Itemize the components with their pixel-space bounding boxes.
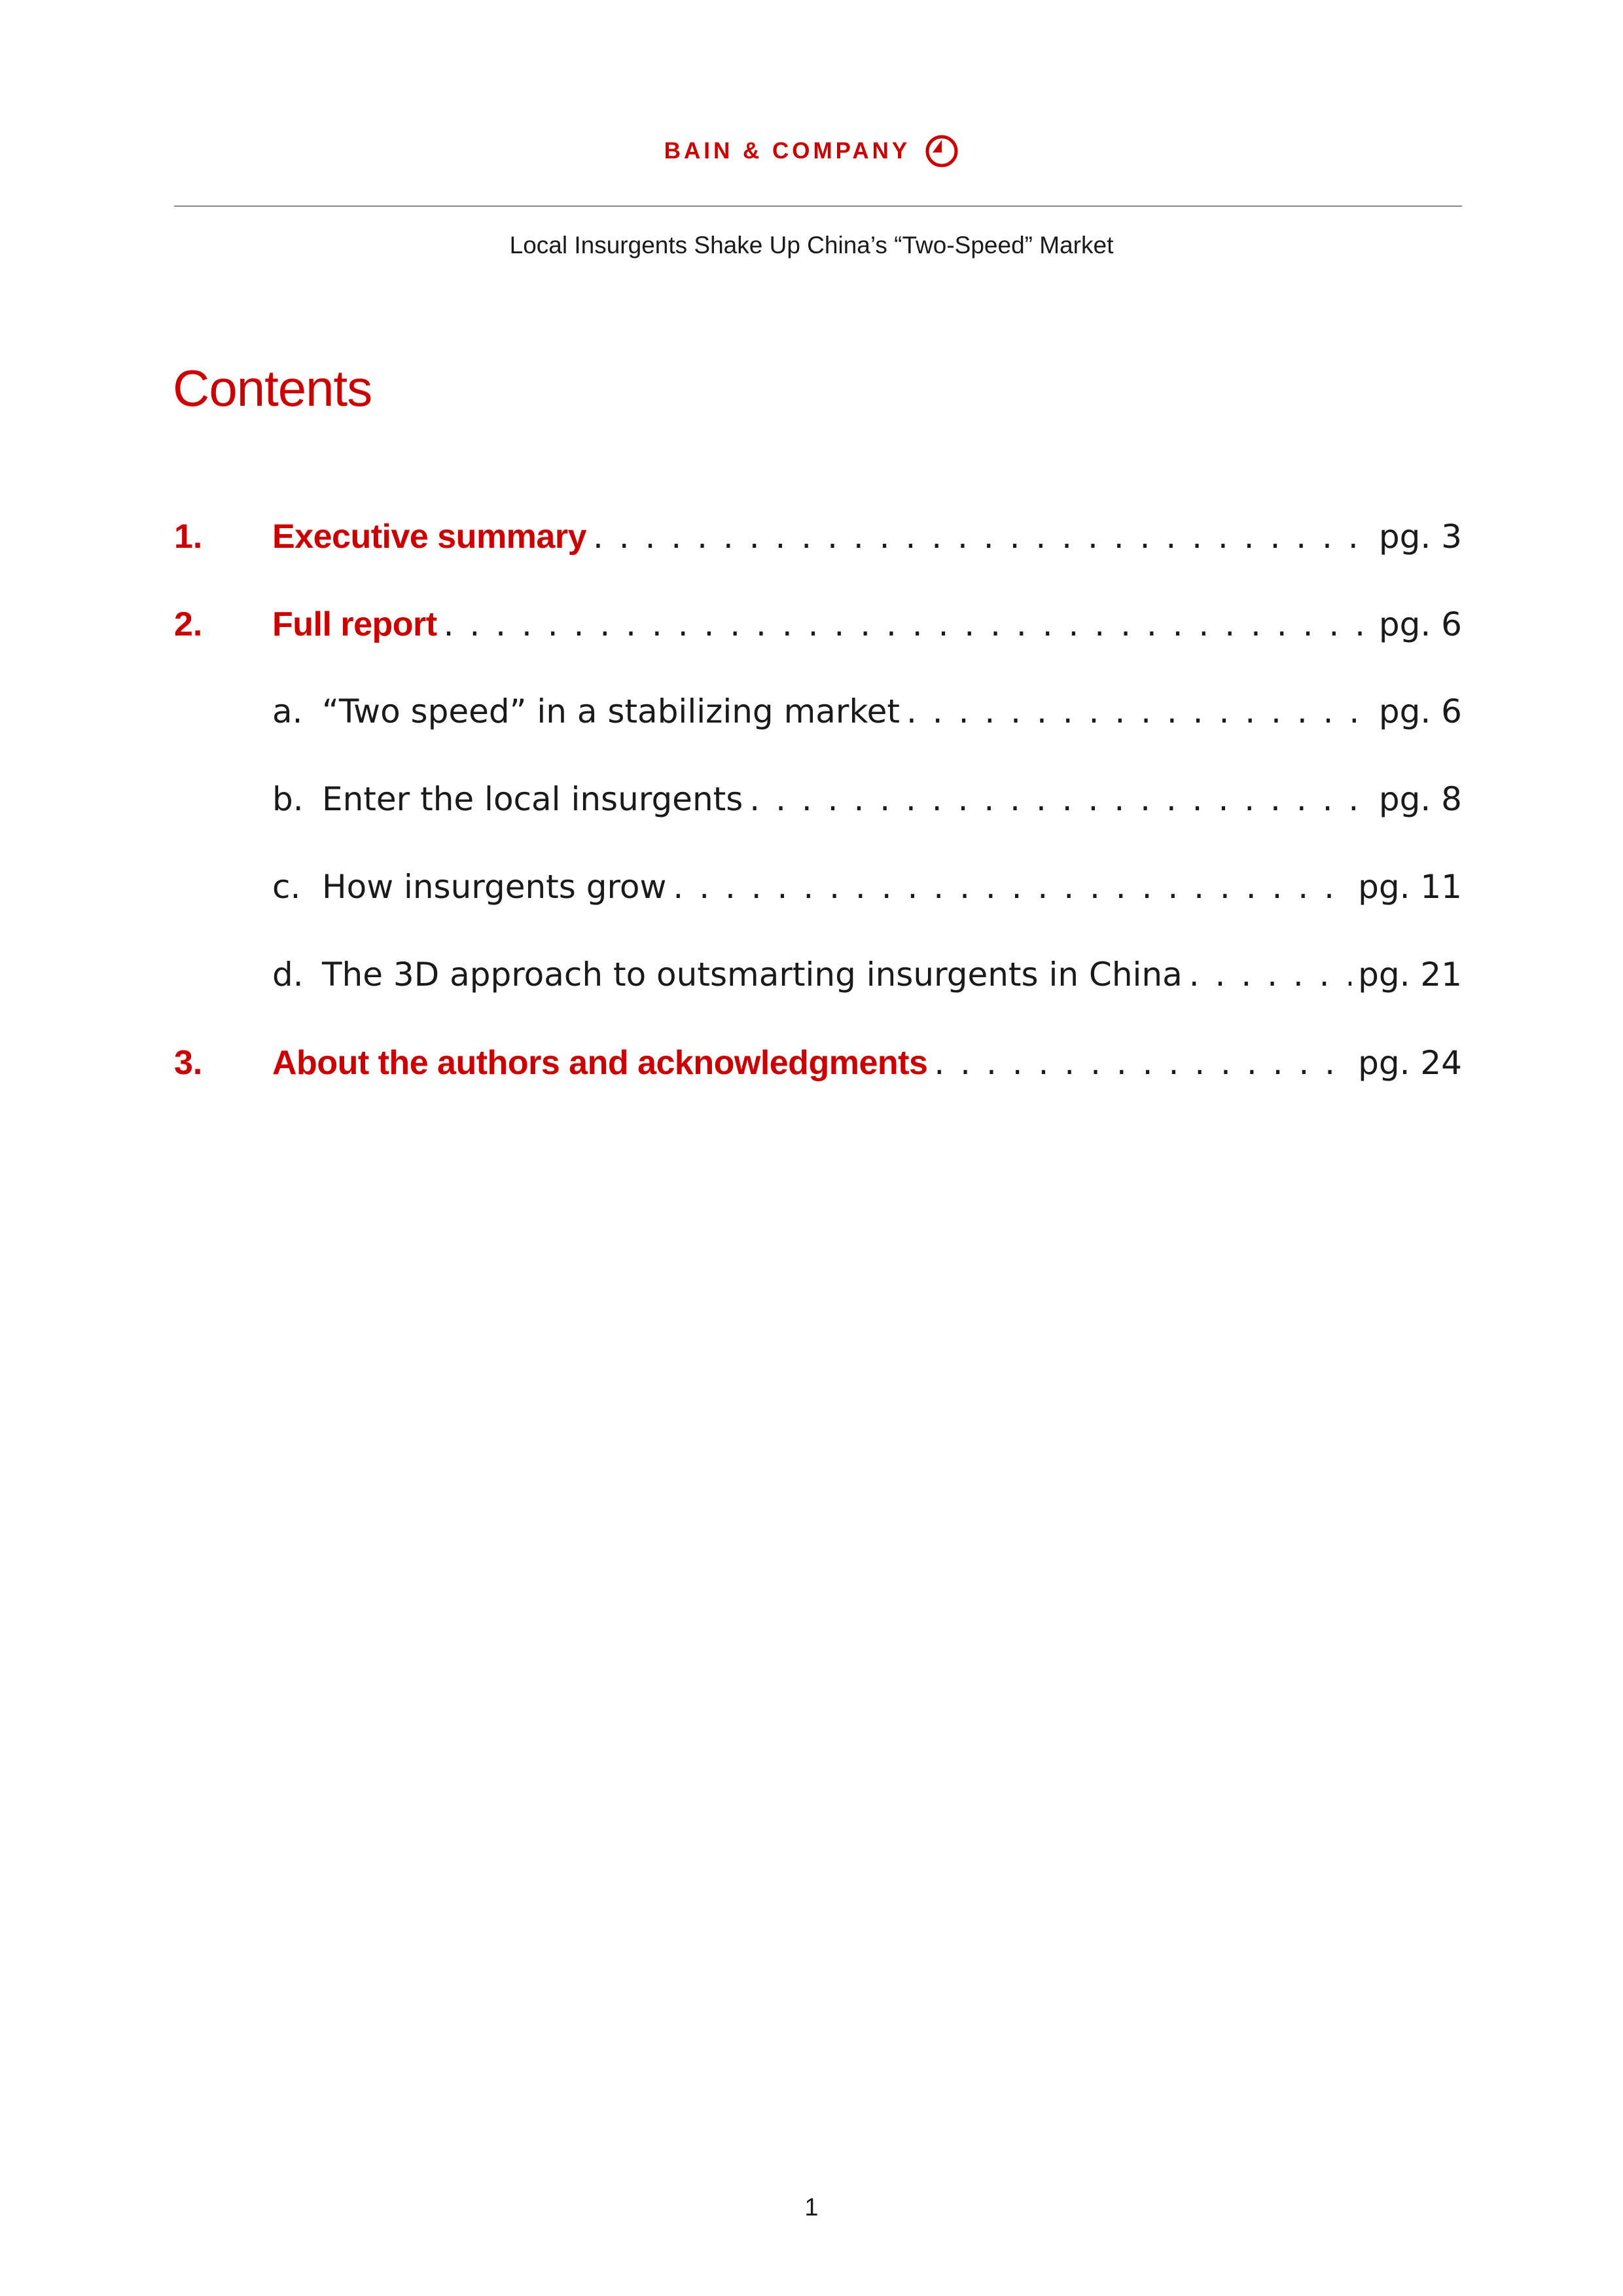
toc-entry-title[interactable]: Executive summary	[272, 518, 586, 556]
document-title: Local Insurgents Shake Up China’s “Two-Speed” Market	[509, 232, 1114, 259]
contents-heading: Contents	[173, 359, 372, 417]
toc-dot-leader	[673, 868, 1351, 906]
table-of-contents	[174, 517, 1462, 1131]
brand-logo	[664, 134, 959, 168]
toc-entry-title[interactable]: How insurgents grow	[322, 868, 667, 906]
toc-entry-page: pg. 6	[1378, 605, 1462, 643]
toc-entry-letter: c.	[272, 868, 301, 906]
bain-logo-icon	[925, 134, 959, 168]
toc-entry-two-speed[interactable]	[174, 692, 1462, 780]
page-header	[0, 134, 1623, 168]
toc-entry-number: 1.	[174, 518, 203, 556]
toc-entry-page: pg. 6	[1378, 692, 1462, 730]
toc-entry-3d-approach[interactable]	[174, 956, 1462, 1043]
toc-dot-leader	[444, 605, 1372, 643]
toc-entry-full-report[interactable]	[174, 605, 1462, 692]
toc-entry-executive-summary[interactable]	[174, 517, 1462, 605]
toc-entry-letter: a.	[272, 692, 303, 730]
toc-entry-title[interactable]: Enter the local insurgents	[322, 780, 743, 818]
toc-entry-page: pg. 24	[1358, 1044, 1462, 1082]
toc-entry-page: pg. 21	[1358, 956, 1462, 994]
toc-entry-page: pg. 8	[1378, 780, 1462, 818]
toc-entry-local-insurgents[interactable]	[174, 780, 1462, 868]
toc-entry-about-authors[interactable]	[174, 1043, 1462, 1131]
toc-dot-leader	[934, 1044, 1351, 1082]
toc-entry-page: pg. 11	[1358, 868, 1462, 906]
toc-entry-title[interactable]: About the authors and acknowledgments	[272, 1044, 928, 1082]
toc-entry-letter: b.	[272, 780, 304, 818]
page-number: 1	[804, 2194, 819, 2221]
toc-dot-leader	[593, 518, 1372, 556]
toc-entry-title[interactable]: Full report	[272, 605, 437, 643]
toc-dot-leader	[1189, 956, 1351, 994]
toc-entry-number: 3.	[174, 1044, 203, 1082]
brand-name: BAIN & COMPANY	[664, 138, 911, 164]
toc-dot-leader	[749, 780, 1372, 818]
toc-entry-number: 2.	[174, 605, 203, 643]
toc-dot-leader	[906, 692, 1372, 730]
toc-entry-how-insurgents-grow[interactable]	[174, 868, 1462, 956]
toc-entry-letter: d.	[272, 956, 304, 994]
toc-entry-title[interactable]: The 3D approach to outsmarting insurgents in China	[322, 956, 1183, 994]
header-divider	[174, 206, 1462, 207]
toc-entry-page: pg. 3	[1378, 518, 1462, 556]
toc-entry-title[interactable]: “Two speed” in a stabilizing market	[322, 692, 901, 730]
